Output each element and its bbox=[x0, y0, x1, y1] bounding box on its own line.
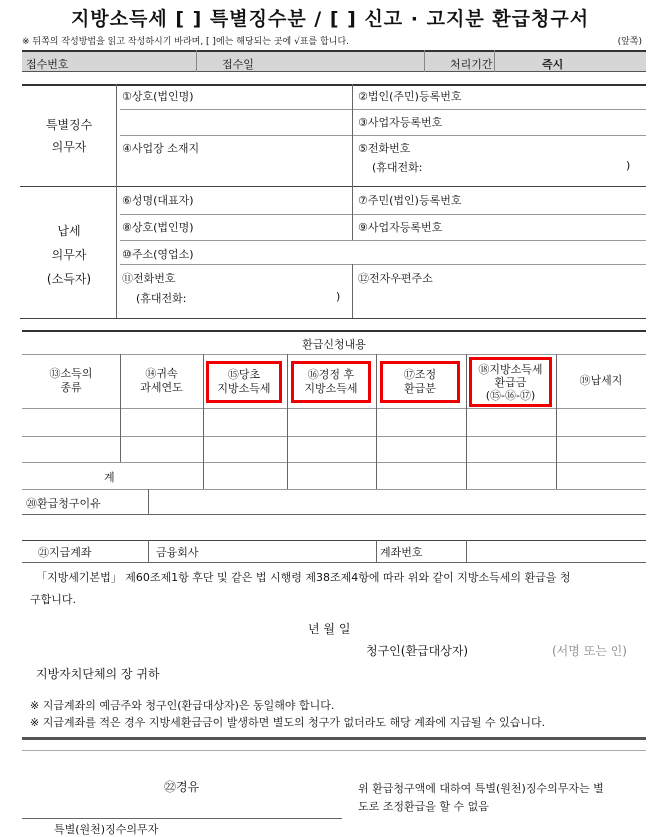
statement-line-1: 「지방세기본법」 제60조제1항 후단 및 같은 법 시행령 제38조제4항에 따라 위와 같이 지방소득세의 환급을 청 bbox=[36, 571, 571, 584]
withholder-label-2: 의무자 bbox=[51, 140, 87, 154]
taxpayer-label-1: 납세 bbox=[57, 224, 81, 238]
refund-section-title: 환급신청내용 bbox=[302, 338, 366, 351]
receipt-bar bbox=[22, 50, 646, 72]
via-label: ㉒경유 bbox=[164, 780, 200, 794]
header-tax-place: ⑲납세지 bbox=[579, 374, 623, 387]
signature-label: (서명 또는 인) bbox=[552, 644, 627, 658]
confirm-line-1: 위 환급청구액에 대하여 특별(원천)징수의무자는 별 bbox=[358, 782, 604, 795]
withholder-footer: 특별(원천)징수의무자 bbox=[54, 823, 159, 836]
field-email[interactable]: ⑫전자우편주소 bbox=[358, 272, 433, 285]
header-tax-year: ⑭귀속 과세연도 bbox=[140, 367, 183, 394]
header-adjusted-refund: ⑰조정 환급분 bbox=[380, 361, 460, 403]
date-line: 년 월 일 bbox=[308, 622, 351, 636]
field-address[interactable]: ⑩주소(영업소) bbox=[122, 248, 194, 261]
field-company-name[interactable]: ①상호(법인명) bbox=[122, 90, 194, 103]
notice-1: ※ 지급계좌의 예금주와 청구인(환급대상자)은 동일해야 합니다. bbox=[30, 699, 335, 712]
instruction-note: ※ 뒤쪽의 작성방법을 읽고 작성하시기 바라며, [ ]에는 해당되는 곳에 √표를 합니다. bbox=[22, 37, 350, 47]
field-resident-reg-no[interactable]: ⑦주민(법인)등록번호 bbox=[358, 194, 462, 207]
taxpayer-label-2: 의무자 bbox=[51, 248, 87, 262]
field-phone[interactable]: ⑤전화번호 bbox=[358, 142, 411, 155]
addressee: 지방자치단체의 장 귀하 bbox=[36, 667, 160, 681]
receipt-no-label: 접수번호 bbox=[26, 58, 69, 71]
field-business-address[interactable]: ④사업장 소재지 bbox=[122, 142, 200, 155]
total-label: 계 bbox=[104, 471, 115, 484]
claimant-label: 청구인(환급대상자) bbox=[366, 644, 469, 658]
field-business-reg-no[interactable]: ③사업자등록번호 bbox=[358, 116, 443, 129]
taxpayer-mobile-close: ) bbox=[336, 290, 341, 303]
confirm-line-2: 도로 조정환급을 할 수 없음 bbox=[358, 800, 489, 813]
processing-period-label: 처리기간 bbox=[450, 58, 493, 71]
field-representative[interactable]: ⑥성명(대표자) bbox=[122, 194, 194, 207]
form-title: 지방소득세 [ ] 특별징수분 / [ ] 신고 · 고지분 환급청구서 bbox=[70, 8, 590, 30]
field-taxpayer-company[interactable]: ⑧상호(법인명) bbox=[122, 221, 194, 234]
processing-period-value: 즉시 bbox=[542, 58, 564, 71]
page-side: (앞쪽) bbox=[617, 37, 642, 47]
account-number-label: 계좌번호 bbox=[380, 546, 423, 559]
field-taxpayer-phone[interactable]: ⑪전화번호 bbox=[122, 272, 176, 285]
header-original-tax: ⑮당초 지방소득세 bbox=[206, 361, 282, 403]
account-label: ㉑지급계좌 bbox=[38, 546, 92, 559]
taxpayer-label-3: (소득자) bbox=[46, 272, 92, 286]
mobile-close-paren: ) bbox=[626, 159, 631, 172]
header-corrected-tax: ⑯경정 후 지방소득세 bbox=[291, 361, 371, 403]
receipt-date-label: 접수일 bbox=[222, 58, 254, 71]
withholder-label-1: 특별징수 bbox=[45, 118, 93, 132]
notice-2: ※ 지급계좌를 적은 경우 지방세환급금이 발생하면 별도의 청구가 없더라도 해당 계좌에 지급될 수 있습니다. bbox=[30, 716, 546, 729]
field-mobile[interactable]: (휴대전화: bbox=[372, 161, 423, 174]
statement-line-2: 구합니다. bbox=[30, 593, 77, 606]
field-taxpayer-mobile[interactable]: (휴대전화: bbox=[136, 292, 187, 305]
field-corp-reg-no[interactable]: ②법인(주민)등록번호 bbox=[358, 90, 462, 103]
refund-reason-label: ⑳환급청구이유 bbox=[26, 497, 101, 510]
header-income-type: ⑬소득의 종류 bbox=[49, 367, 93, 394]
header-refund-amount: ⑱지방소득세 환급금 (⑮-⑯-⑰) bbox=[469, 357, 552, 407]
field-taxpayer-business-no[interactable]: ⑨사업자등록번호 bbox=[358, 221, 443, 234]
bank-label: 금융회사 bbox=[156, 546, 199, 559]
